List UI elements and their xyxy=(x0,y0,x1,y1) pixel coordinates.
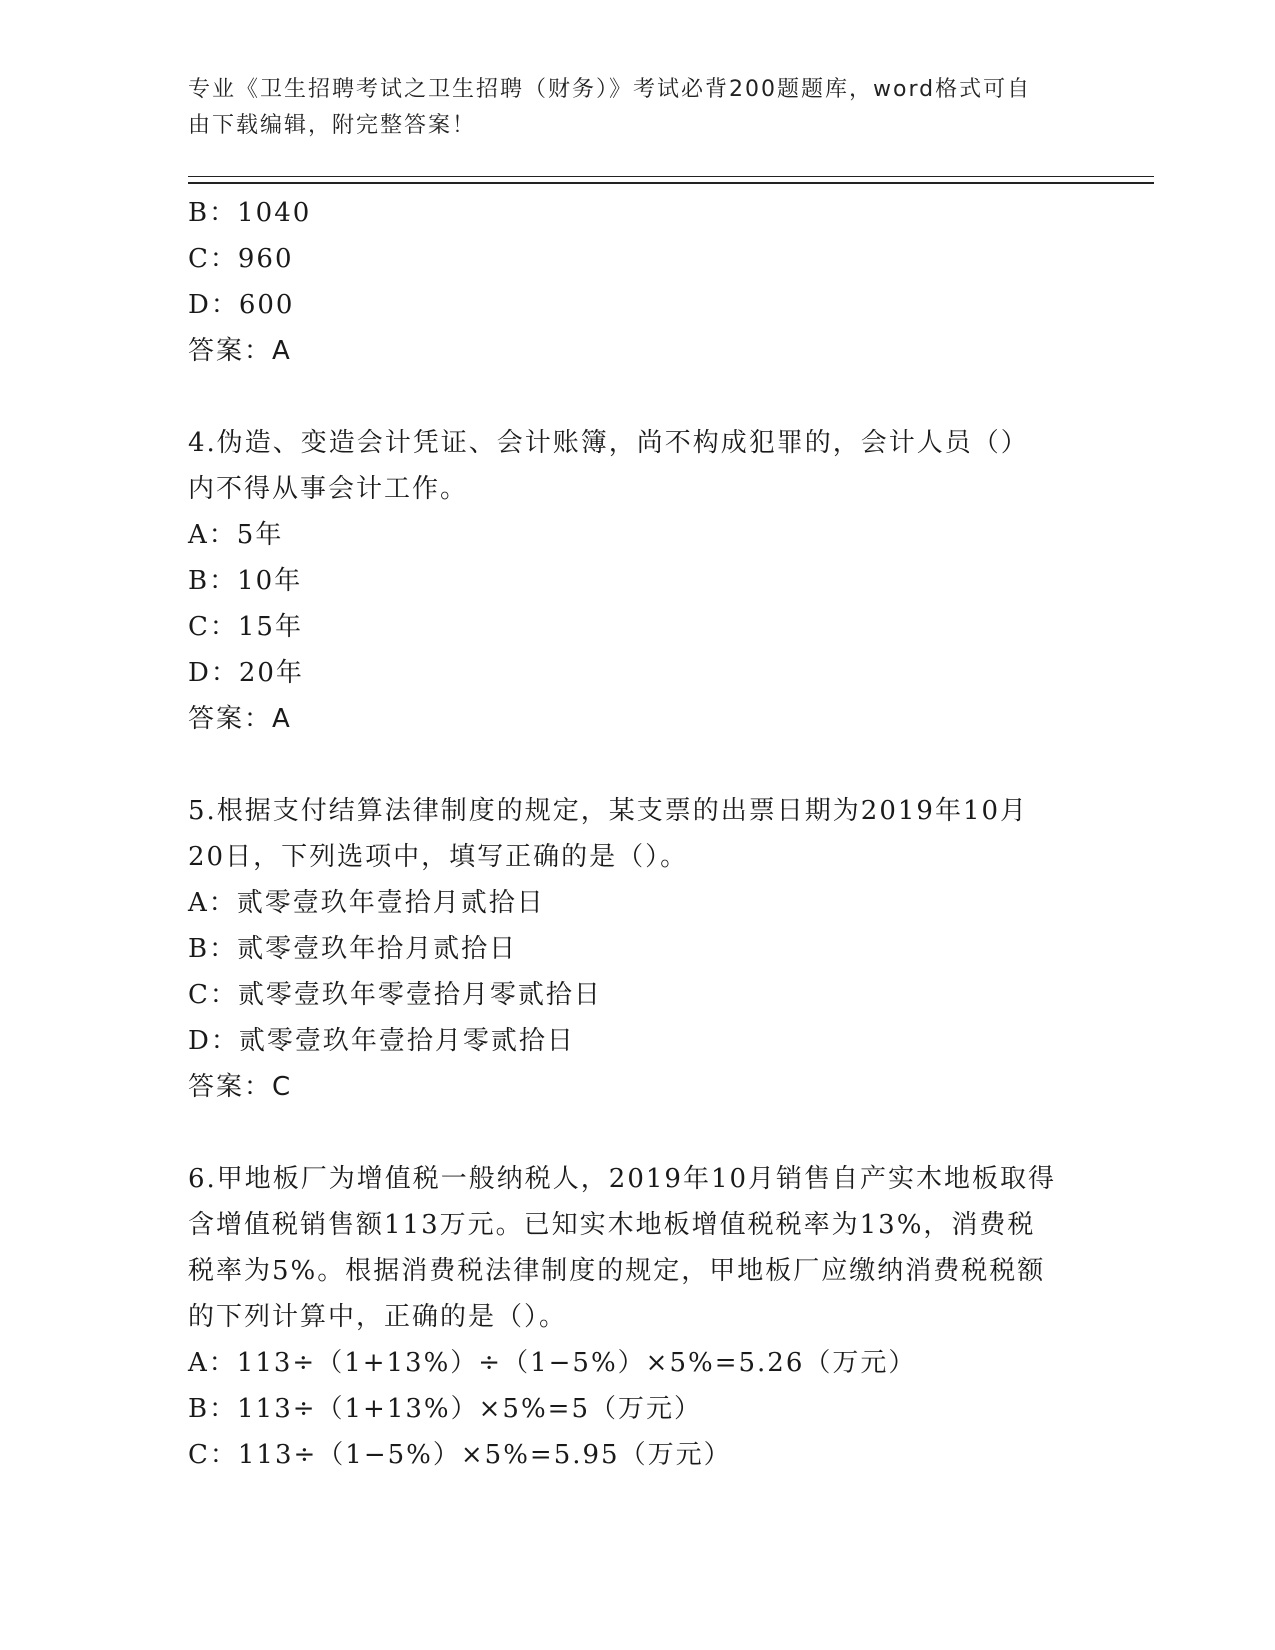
q5-option-c: C：贰零壹玖年零壹拾月零贰拾日 xyxy=(188,980,602,1010)
q6-stem-line-1: 6.甲地板厂为增值税一般纳税人，2019年10月销售自产实木地板取得 xyxy=(188,1164,1057,1194)
q4-option-a: A：5年 xyxy=(188,520,284,550)
q5-answer: 答案：C xyxy=(188,1072,293,1102)
question-content xyxy=(188,190,1088,1478)
header-rule-thin xyxy=(188,176,1154,177)
q6-stem-line-2: 含增值税销售额113万元。已知实木地板增值税税率为13%，消费税 xyxy=(188,1210,1036,1240)
q3-answer: 答案：A xyxy=(188,336,292,366)
q3-option-c: C：960 xyxy=(188,244,294,274)
q5-option-b: B：贰零壹玖年拾月贰拾日 xyxy=(188,934,518,964)
q3-option-d: D：600 xyxy=(188,290,295,320)
q6-option-c: C：113÷（1−5%）×5%=5.95（万元） xyxy=(188,1440,732,1470)
header-line-1: 专业《卫生招聘考试之卫生招聘（财务）》考试必背200题题库，word格式可自 xyxy=(188,77,1032,102)
q4-stem-line-1: 4.伪造、变造会计凭证、会计账簿，尚不构成犯罪的，会计人员（） xyxy=(188,428,1029,458)
q5-stem-line-1: 5.根据支付结算法律制度的规定，某支票的出票日期为2019年10月 xyxy=(188,796,1029,826)
q5-option-d: D：贰零壹玖年壹拾月零贰拾日 xyxy=(188,1026,575,1056)
header-line-2: 由下载编辑，附完整答案！ xyxy=(188,113,477,138)
q4-option-c: C：15年 xyxy=(188,612,303,642)
q4-option-b: B：10年 xyxy=(188,566,303,596)
q6-option-a: A：113÷（1+13%）÷（1−5%）×5%=5.26（万元） xyxy=(188,1348,917,1378)
q4-answer: 答案：A xyxy=(188,704,292,734)
q4-option-d: D：20年 xyxy=(188,658,304,688)
q5-option-a: A：贰零壹玖年壹拾月贰拾日 xyxy=(188,888,545,918)
q6-stem-line-4: 的下列计算中，正确的是（）。 xyxy=(188,1302,568,1332)
q5-stem-line-2: 20日，下列选项中，填写正确的是（）。 xyxy=(188,842,689,872)
header-rule-thick xyxy=(188,182,1154,184)
q4-stem-line-2: 内不得从事会计工作。 xyxy=(188,474,469,504)
q6-option-b: B：113÷（1+13%）×5%=5（万元） xyxy=(188,1394,702,1424)
q3-option-b: B：1040 xyxy=(188,198,312,228)
q6-stem-line-3: 税率为5%。根据消费税法律制度的规定，甲地板厂应缴纳消费税税额 xyxy=(188,1256,1046,1286)
document-header xyxy=(188,72,1088,144)
